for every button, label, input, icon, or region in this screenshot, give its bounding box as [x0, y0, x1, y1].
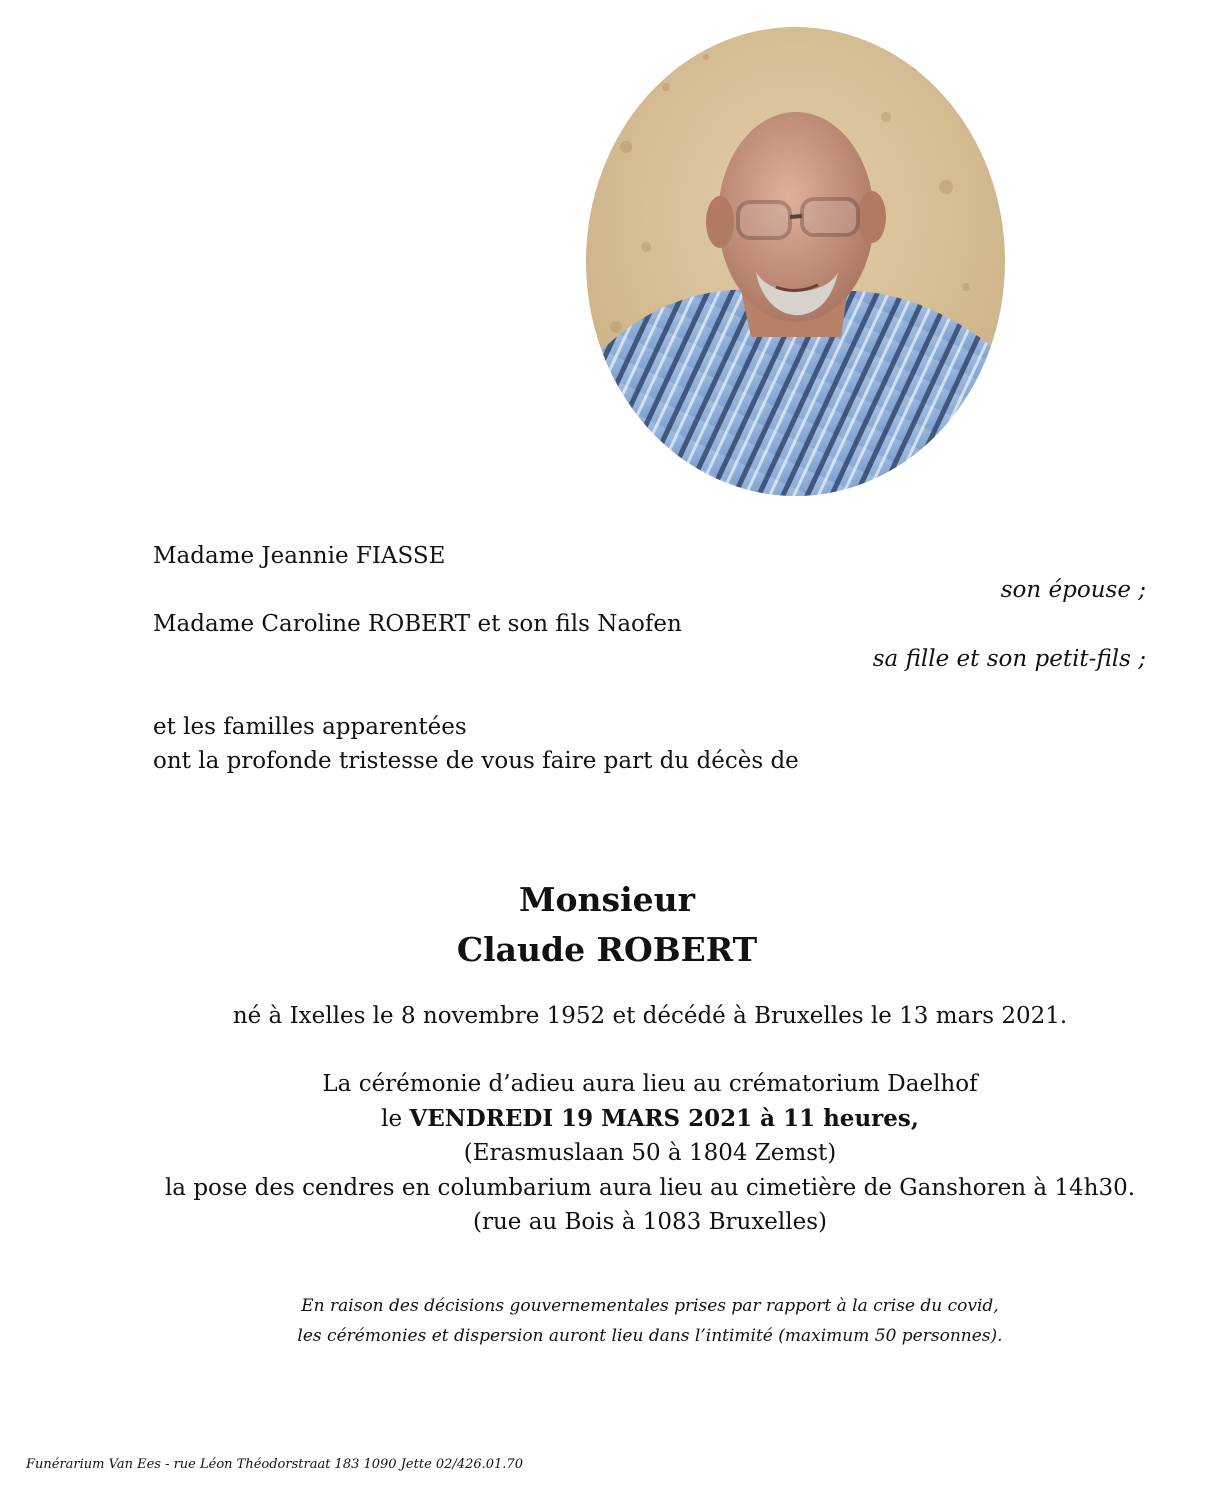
intro-line: et les familles apparentées [153, 714, 467, 740]
ceremony-address: (Erasmuslaan 50 à 1804 Zemst) [463, 1140, 837, 1166]
deceased-name: Claude ROBERT [456, 930, 758, 969]
intro-line: ont la profonde tristesse de vous faire part du décès de [153, 748, 799, 774]
family-member-relation: son épouse ; [1000, 577, 1146, 603]
family-member-name: Madame Caroline ROBERT et son fils Naofen [153, 611, 682, 637]
ceremony-date: VENDREDI 19 MARS 2021 à 11 heures, [409, 1105, 919, 1132]
funeral-home-footer: Funérarium Van Ees - rue Léon Théodorstraat 183 1090 Jette 02/426.01.70 [26, 1457, 523, 1472]
cemetery-address: (rue au Bois à 1083 Bruxelles) [472, 1209, 828, 1235]
covid-note-line: les cérémonies et dispersion auront lieu dans l’intimité (maximum 50 personnes). [297, 1326, 1003, 1346]
ceremony-date-line [0, 1105, 1214, 1133]
family-member-name: Madame Jeannie FIASSE [153, 543, 446, 569]
covid-note-line: En raison des décisions gouvernementales prises par rapport à la crise du covid, [301, 1296, 999, 1316]
ceremony-date-prefix: le [381, 1106, 410, 1132]
deceased-title: Monsieur [518, 880, 696, 919]
portrait-photo [586, 27, 1005, 496]
ashes-line: la pose des cendres en columbarium aura lieu au cimetière de Ganshoren à 14h30. [164, 1175, 1136, 1201]
ceremony-line: La cérémonie d’adieu aura lieu au crématorium Daelhof [322, 1071, 978, 1097]
family-member-relation: sa fille et son petit-fils ; [872, 646, 1146, 672]
birth-death-line: né à Ixelles le 8 novembre 1952 et décédé à Bruxelles le 13 mars 2021. [232, 1003, 1068, 1029]
